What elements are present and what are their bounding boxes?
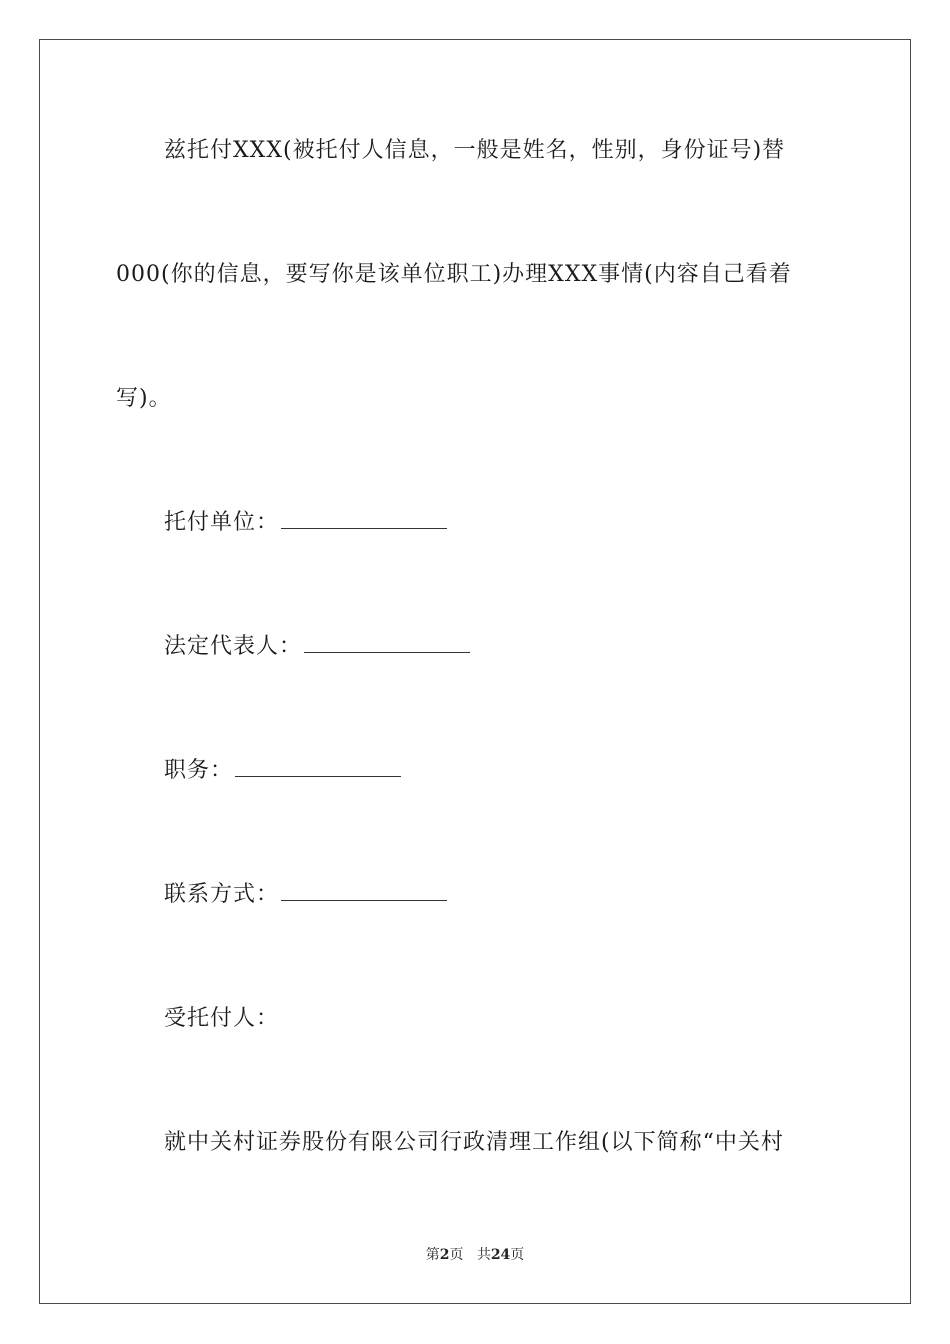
total-prefix: 共	[476, 1247, 491, 1263]
page-prefix: 第	[425, 1247, 440, 1263]
field-label: 职务：	[164, 758, 234, 783]
field-trustee	[164, 1006, 279, 1032]
paragraph-line: 兹托付XXX(被托付人信息，一般是姓名，性别，身份证号)替	[164, 138, 786, 163]
page-footer	[0, 1246, 950, 1264]
field-label: 法定代表人：	[164, 634, 303, 659]
field-position	[164, 758, 401, 784]
fill-in-blank	[235, 758, 401, 777]
total-pages: 24	[490, 1247, 511, 1263]
field-label: 联系方式：	[164, 882, 280, 907]
page-border	[39, 39, 911, 1304]
field-label: 托付单位：	[164, 510, 280, 535]
field-contact	[164, 882, 447, 908]
page-suffix: 页	[449, 1247, 464, 1263]
fill-in-blank	[281, 882, 447, 901]
field-label: 受托付人：	[164, 1006, 280, 1031]
total-suffix: 页	[510, 1247, 525, 1263]
paragraph-line: 000(你的信息，要写你是该单位职工)办理XXX事情(内容自己看着	[116, 262, 792, 287]
paragraph-line: 写)。	[116, 386, 172, 411]
page-number: 2	[439, 1247, 450, 1263]
paragraph-line: 就中关村证券股份有限公司行政清理工作组(以下简称“中关村	[164, 1130, 784, 1155]
fill-in-blank	[281, 510, 447, 529]
field-legal-representative	[164, 634, 470, 660]
fill-in-blank	[304, 634, 470, 653]
field-entrusting-unit	[164, 510, 447, 536]
